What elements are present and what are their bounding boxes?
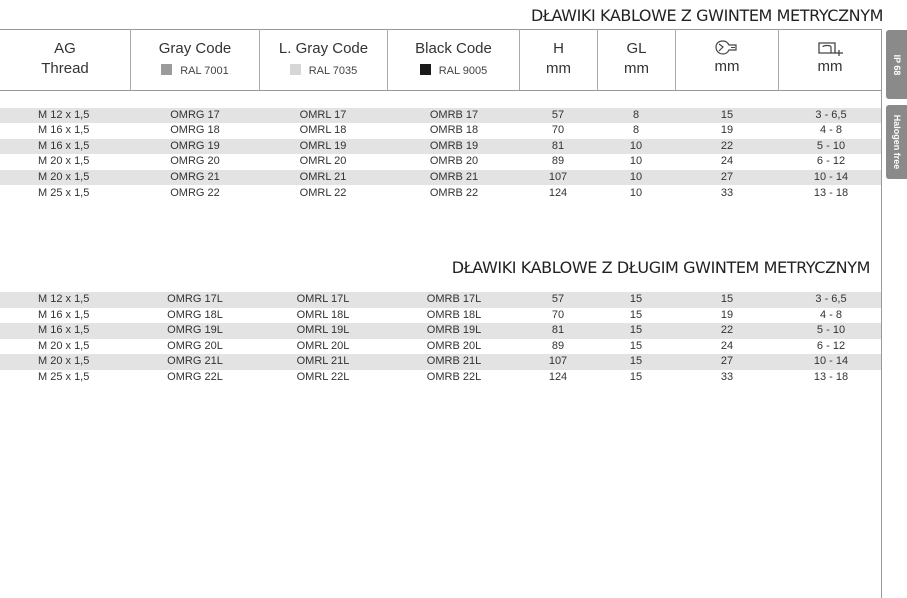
cell-cable-range: 13 - 18 — [813, 186, 849, 199]
halogen-free-tab — [886, 105, 907, 179]
cell-thread: M 25 x 1,5 — [38, 186, 90, 199]
cell-wrench-size: 15 — [720, 108, 734, 121]
ip68-tab — [886, 30, 907, 99]
header-wrench-unit: mm — [714, 58, 740, 75]
cell-h: 89 — [551, 339, 565, 352]
cell-cable-range: 6 - 12 — [816, 339, 846, 352]
cell-black-code: OMRB 17L — [426, 293, 482, 305]
cell-thread: M 12 x 1,5 — [38, 293, 90, 305]
black-swatch — [420, 64, 431, 75]
cell-black-code: OMRB 22 — [429, 186, 479, 199]
table-row — [0, 308, 881, 324]
header-wrench — [676, 29, 778, 90]
cell-wrench-size: 19 — [720, 308, 734, 321]
cell-wrench-size: 19 — [720, 124, 734, 137]
cell-cable-range: 10 - 14 — [813, 355, 849, 368]
table-row — [0, 323, 881, 339]
table-header — [0, 29, 881, 90]
cell-lgray-code: OMRL 18L — [296, 308, 350, 321]
cell-gray-code: OMRG 21L — [167, 355, 223, 368]
header-gl-unit: mm — [624, 60, 649, 77]
cell-gl: 10 — [629, 170, 643, 183]
cell-thread: M 20 x 1,5 — [38, 155, 90, 168]
cell-h: 124 — [548, 186, 568, 199]
cell-wrench-size: 22 — [720, 139, 734, 152]
table-row — [0, 339, 881, 355]
cell-gray-code: OMRG 20L — [167, 339, 223, 352]
cell-cable-range: 13 - 18 — [813, 371, 849, 383]
cell-gl: 10 — [629, 186, 643, 199]
cell-gray-code: OMRG 17 — [170, 108, 220, 121]
cell-gray-code: OMRG 22L — [167, 371, 223, 383]
header-h — [520, 29, 597, 90]
table-row — [0, 292, 881, 308]
cell-thread: M 16 x 1,5 — [38, 324, 90, 337]
cell-thread: M 20 x 1,5 — [38, 355, 90, 368]
table-row — [0, 170, 881, 186]
cell-thread: M 12 x 1,5 — [38, 108, 90, 121]
cell-cable-range: 3 - 6,5 — [815, 108, 847, 121]
cell-h: 89 — [551, 155, 565, 168]
halogen-free-label: Halogen free — [891, 114, 902, 170]
header-gray-code — [131, 29, 259, 90]
cell-black-code: OMRB 22L — [426, 371, 482, 383]
wrench-icon — [714, 39, 740, 57]
cell-cable-range: 6 - 12 — [816, 155, 846, 168]
cell-gl: 15 — [629, 355, 643, 368]
header-thread — [0, 29, 130, 90]
header-gray-ral — [161, 64, 229, 77]
table-row — [0, 123, 881, 139]
cell-cable-range: 5 - 10 — [816, 139, 846, 152]
cell-black-code: OMRB 19L — [426, 324, 482, 337]
cell-gl: 8 — [632, 108, 640, 121]
right-border — [881, 29, 882, 598]
cell-h: 57 — [551, 293, 565, 305]
table-row — [0, 186, 881, 202]
cell-lgray-code: OMRL 19L — [296, 324, 350, 337]
header-bottom-border — [0, 90, 881, 91]
table-row — [0, 370, 881, 386]
cell-wrench-size: 33 — [720, 371, 734, 383]
cell-thread: M 16 x 1,5 — [38, 124, 90, 137]
cell-gray-code: OMRG 22 — [170, 186, 220, 199]
lgray-ral-label: RAL 7035 — [308, 65, 358, 77]
cell-cable-range: 10 - 14 — [813, 170, 849, 183]
cell-gray-code: OMRG 19 — [170, 139, 220, 152]
header-black-ral — [420, 64, 488, 77]
header-lgray-ral — [290, 64, 358, 77]
header-clamp — [779, 29, 881, 90]
cell-wrench-size: 24 — [720, 155, 734, 168]
cell-lgray-code: OMRL 21L — [296, 355, 350, 368]
cell-wrench-size: 24 — [720, 339, 734, 352]
cell-cable-range: 4 - 8 — [819, 308, 843, 321]
cell-wrench-size: 22 — [720, 324, 734, 337]
header-h-unit: mm — [546, 60, 571, 77]
gray-ral-label: RAL 7001 — [180, 65, 229, 77]
header-lgray-label: L. Gray Code — [278, 40, 369, 57]
header-gl — [598, 29, 675, 90]
cell-gray-code: OMRG 21 — [170, 170, 220, 183]
header-black-code — [388, 29, 519, 90]
cell-wrench-size: 27 — [720, 170, 734, 183]
cell-cable-range: 3 - 6,5 — [815, 293, 847, 305]
cell-black-code: OMRB 17 — [429, 108, 479, 121]
cell-gl: 10 — [629, 139, 643, 152]
cell-lgray-code: OMRL 22 — [299, 186, 347, 199]
cell-lgray-code: OMRL 19 — [299, 139, 347, 152]
cell-h: 70 — [551, 308, 565, 321]
cell-gl: 15 — [629, 371, 643, 383]
table-row — [0, 139, 881, 155]
header-black-label: Black Code — [415, 40, 492, 57]
header-thread-line2: Thread — [41, 60, 89, 77]
cell-gray-code: OMRG 19L — [167, 324, 223, 337]
cell-thread: M 16 x 1,5 — [38, 139, 90, 152]
cell-gl: 15 — [629, 293, 643, 305]
cell-cable-range: 4 - 8 — [819, 124, 843, 137]
cell-lgray-code: OMRL 20 — [299, 155, 347, 168]
header-gl-label: GL — [626, 40, 647, 57]
cell-gray-code: OMRG 18 — [170, 124, 220, 137]
cell-wrench-size: 15 — [720, 293, 734, 305]
cell-thread: M 16 x 1,5 — [38, 308, 90, 321]
cell-h: 81 — [551, 324, 565, 337]
table-row — [0, 354, 881, 370]
cell-gray-code: OMRG 20 — [170, 155, 220, 168]
cell-gl: 8 — [632, 124, 640, 137]
cell-black-code: OMRB 21 — [429, 170, 479, 183]
cell-gl: 15 — [629, 308, 643, 321]
cell-black-code: OMRB 19 — [429, 139, 479, 152]
cell-h: 124 — [548, 371, 568, 383]
cell-h: 70 — [551, 124, 565, 137]
cell-h: 107 — [548, 355, 568, 368]
header-h-label: H — [553, 40, 564, 57]
cell-thread: M 25 x 1,5 — [38, 371, 90, 383]
header-thread-line1: AG — [54, 40, 76, 57]
cell-h: 107 — [548, 170, 568, 183]
cell-wrench-size: 33 — [720, 186, 734, 199]
cell-black-code: OMRB 18L — [426, 308, 482, 321]
cell-lgray-code: OMRL 18 — [299, 124, 347, 137]
main-table-title: DŁAWIKI KABLOWE Z GWINTEM METRYCZNYM — [531, 6, 883, 25]
cell-black-code: OMRB 20L — [426, 339, 482, 352]
gray-swatch — [161, 64, 172, 75]
cell-black-code: OMRB 21L — [426, 355, 482, 368]
cell-thread: M 20 x 1,5 — [38, 170, 90, 183]
cell-lgray-code: OMRL 22L — [296, 371, 350, 383]
cell-lgray-code: OMRL 17L — [296, 293, 350, 305]
long-thread-table-title: DŁAWIKI KABLOWE Z DŁUGIM GWINTEM METRYCZNYM — [451, 258, 870, 277]
header-clamp-unit: mm — [817, 58, 843, 75]
cell-h: 57 — [551, 108, 565, 121]
cell-gl: 15 — [629, 339, 643, 352]
light-gray-swatch — [290, 64, 301, 75]
cell-gray-code: OMRG 18L — [167, 308, 223, 321]
black-ral-label: RAL 9005 — [438, 65, 488, 77]
ip68-label: IP 68 — [891, 54, 902, 75]
cell-black-code: OMRB 18 — [429, 124, 479, 137]
table-row — [0, 108, 881, 124]
cell-cable-range: 5 - 10 — [816, 324, 846, 337]
cell-gl: 10 — [629, 155, 643, 168]
table-row — [0, 154, 881, 170]
cell-lgray-code: OMRL 17 — [299, 108, 347, 121]
cell-gl: 15 — [629, 324, 643, 337]
cell-lgray-code: OMRL 20L — [296, 339, 350, 352]
cell-thread: M 20 x 1,5 — [38, 339, 90, 352]
cell-black-code: OMRB 20 — [429, 155, 479, 168]
cable-clamp-icon — [815, 39, 845, 57]
cell-lgray-code: OMRL 21 — [299, 170, 347, 183]
cell-h: 81 — [551, 139, 565, 152]
cell-gray-code: OMRG 17L — [167, 293, 223, 305]
header-gray-label: Gray Code — [158, 40, 232, 57]
cell-wrench-size: 27 — [720, 355, 734, 368]
header-lgray-code — [260, 29, 387, 90]
